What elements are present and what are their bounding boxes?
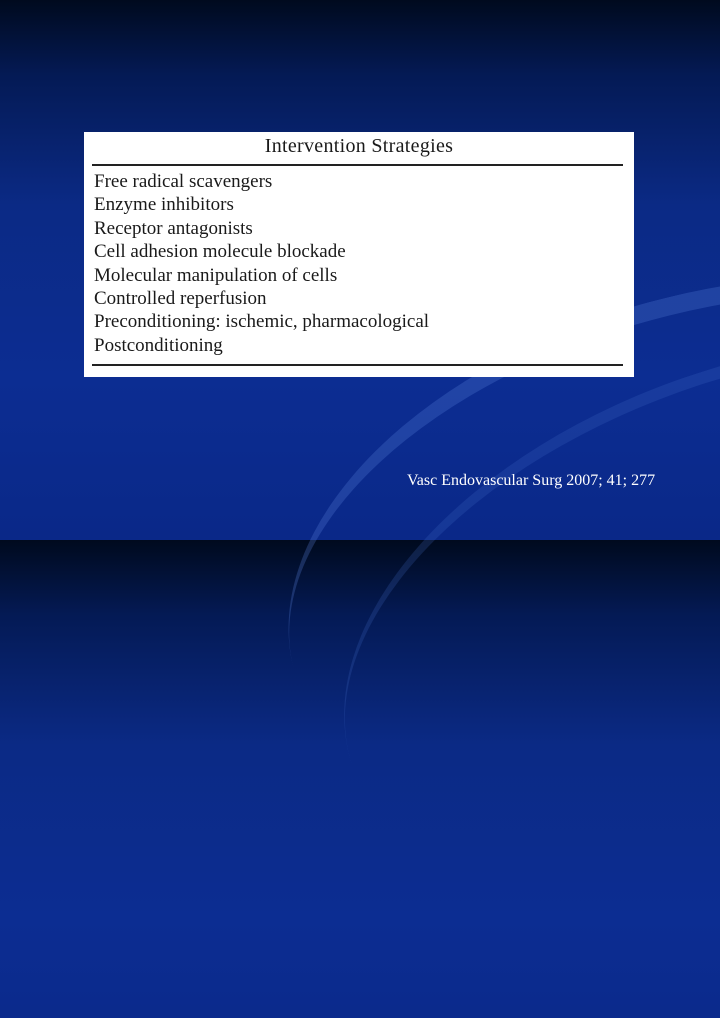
citation: Vasc Endovascular Surg 2007; 41; 277: [407, 472, 656, 489]
table-bottom-rule: [92, 364, 623, 366]
strategy-item: Cell adhesion molecule blockade: [94, 241, 346, 263]
strategy-item: Preconditioning: ischemic, pharmacological: [94, 311, 430, 333]
strategy-item: Molecular manipulation of cells: [94, 264, 338, 286]
strategy-item: Enzyme inhibitors: [94, 194, 234, 216]
strategy-item: Free radical scavengers: [94, 171, 273, 192]
table-top-rule: [92, 164, 623, 166]
strategy-item: Postconditioning: [94, 334, 223, 356]
table-title: Intervention Strategies: [264, 135, 454, 157]
strategy-list: [94, 170, 429, 357]
strategy-item: Receptor antagonists: [94, 217, 253, 239]
strategy-item: Controlled reperfusion: [94, 288, 267, 310]
intervention-strategies-table: [84, 132, 634, 377]
